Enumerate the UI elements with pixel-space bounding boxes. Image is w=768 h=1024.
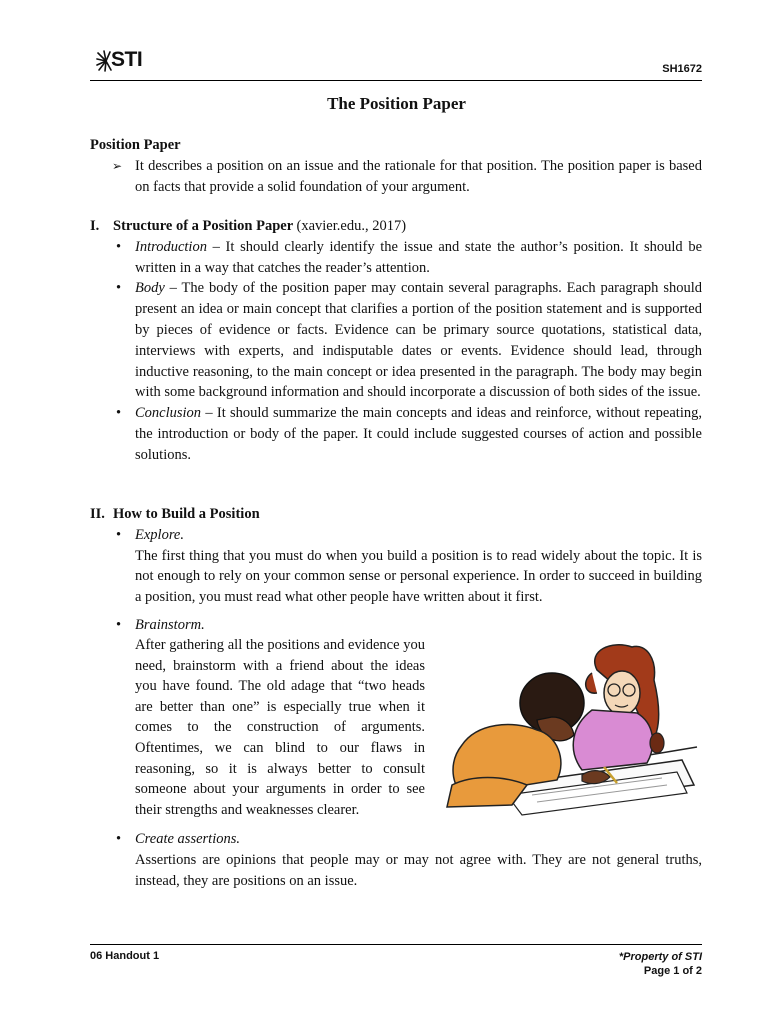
list-item [90, 403, 702, 465]
footer-property: *Property of STI [618, 951, 702, 963]
list-item [90, 525, 702, 546]
item-text: – The body of the position paper may contain several paragraphs. Each paragraph should present an idea or main concept that clarifies a portion of the position statement and is supported by pieces of evidence or facts. Evidence can be primary source quotations, statistical data, interviews with experts, and indisputable dates or events. Evidence should lead, through inductive reasoning, to the main concept or idea presented in the paragraph. The body may begin with some background information and should incorporate a discussion of both sides of the issue. [135, 280, 702, 401]
position-paper-heading: Position Paper [90, 137, 181, 153]
footer-handout: 06 Handout 1 [90, 950, 160, 962]
section-heading [90, 216, 702, 237]
explore-text: The first thing that you must do when you build a position is to read widely about the topic. It is not enough to rely on your common sense or personal experience. In order to succeed in building a position, you must read what other people have written about it first. [135, 547, 702, 606]
logo-text: STI [111, 48, 143, 71]
bullet-icon: • [116, 526, 122, 543]
brainstorm-label: Brainstorm. [135, 617, 205, 633]
document-code: SH1672 [662, 63, 702, 75]
list-item [90, 278, 702, 403]
section-heading [90, 504, 702, 525]
section-title: How to Build a Position [113, 506, 260, 522]
term-conclusion: Conclusion [135, 405, 202, 422]
bullet-icon: • [116, 405, 122, 422]
section-number: I. [90, 218, 100, 234]
item-text: – It should clearly identify the issue and state the author’s position. It should be written in a way that catches the reader’s attention. [135, 238, 702, 276]
list-item [90, 615, 702, 636]
header-divider [90, 80, 702, 81]
explore-label: Explore. [135, 526, 184, 543]
students-illustration [432, 635, 704, 821]
term-body: Body [135, 280, 165, 297]
brainstorm-text: After gathering all the positions and evidence you need, brainstorm with a friend about the ideas you have found. The old adage that “two heads are better than one” is especially true when it comes to the construction of arguments. Oftentimes, we can blind to our flaws in reasoning, so it is always better to consult someone about your arguments in order to see their strengths and weaknesses clearer. [135, 637, 425, 818]
bullet-icon: • [116, 831, 122, 847]
section-title: Structure of a Position Paper [113, 218, 293, 234]
section-number: II. [90, 506, 105, 522]
page-number: Page 1 of 2 [643, 965, 702, 977]
bullet-icon: • [116, 238, 122, 255]
list-item [90, 829, 702, 850]
position-paper-section [90, 135, 702, 197]
assertions-text: Assertions are opinions that people may or may not agree with. They are not general truths, instead, they are positions on an issue. [135, 851, 702, 889]
arrow-bullet-icon: ➢ [112, 158, 123, 173]
build-position-section [90, 504, 702, 608]
footer-divider [90, 944, 702, 945]
position-paper-text: It describes a position on an issue and the rationale for that position. The position paper is based on facts that provide a solid foundation of your argument. [135, 157, 702, 195]
page-title: The Position Paper [327, 94, 466, 113]
structure-section [90, 216, 702, 466]
brainstorm-label-block [90, 615, 702, 636]
item-text: – It should summarize the main concepts and ideas and reinforce, without repeating, the introduction or body of the paper. It could include suggested courses of action and possible solutions. [135, 405, 702, 463]
footer-right [619, 950, 702, 978]
list-item [90, 156, 702, 198]
assertions-label: Create assertions. [135, 831, 240, 847]
citation: (xavier.edu., 2017) [296, 218, 407, 234]
term-introduction: Introduction [135, 238, 207, 255]
bullet-icon: • [116, 617, 122, 633]
bullet-icon: • [116, 280, 122, 297]
assertions-block [90, 829, 702, 891]
list-item [90, 237, 702, 279]
